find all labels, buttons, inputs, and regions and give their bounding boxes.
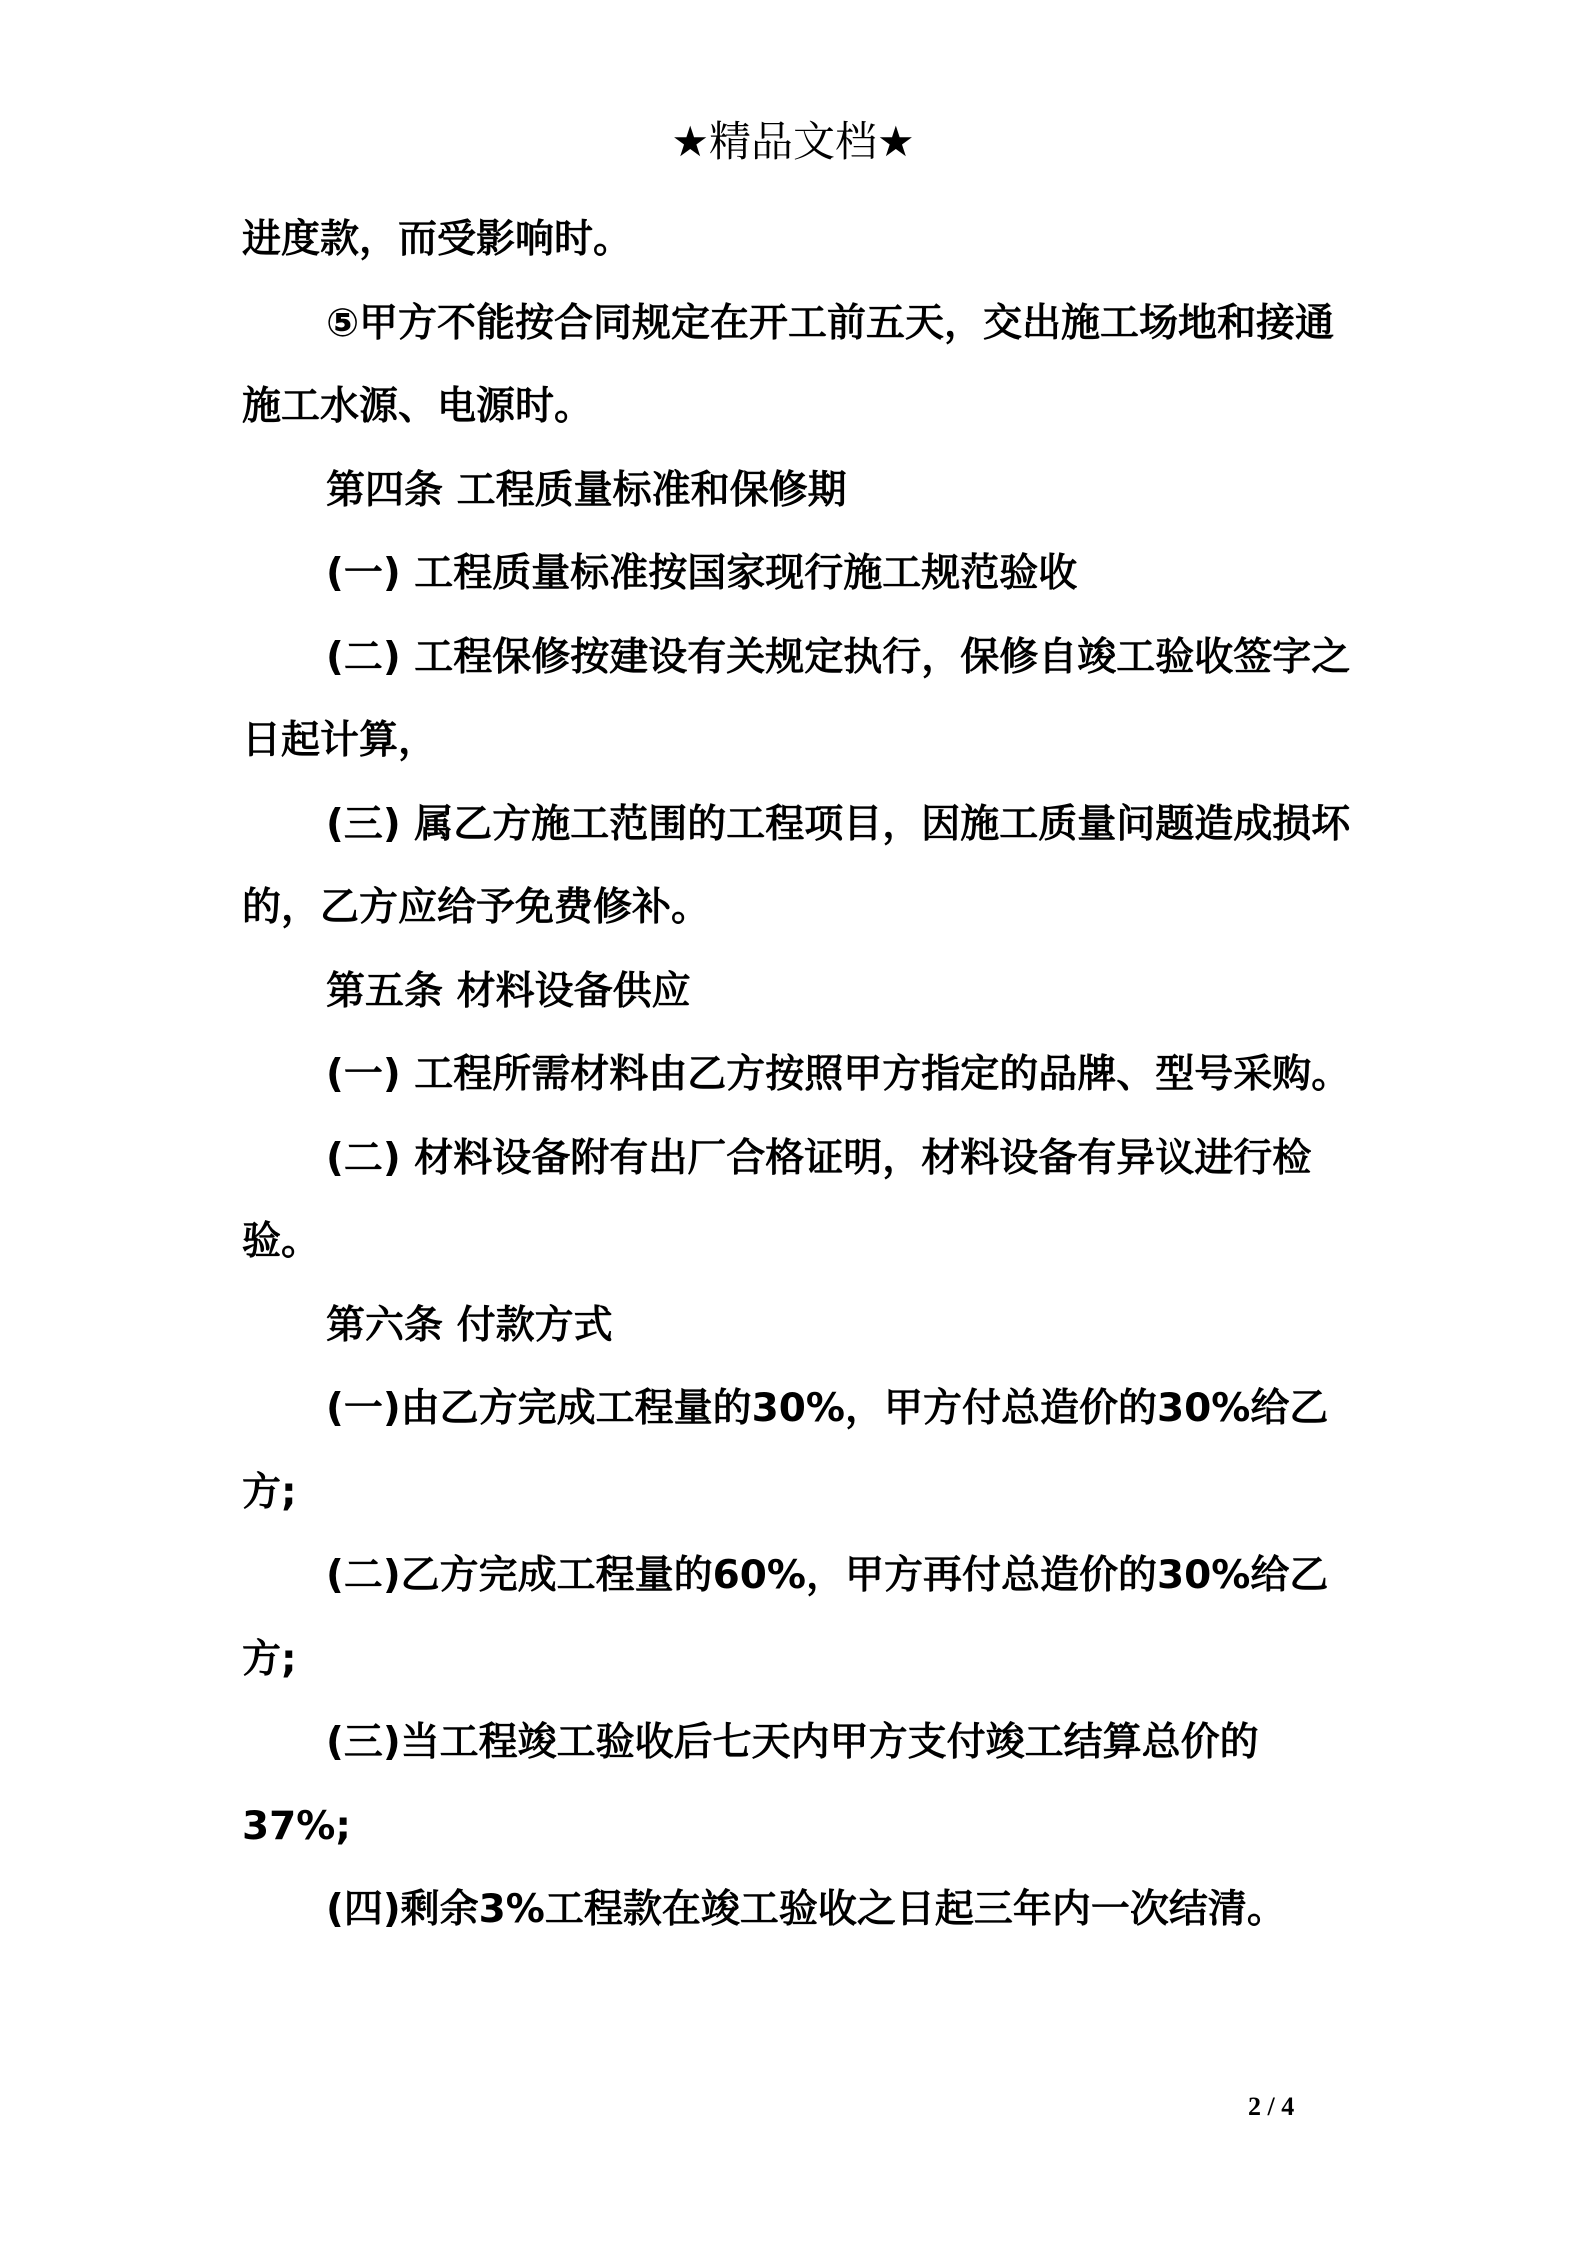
paragraph: (二) 材料设备附有出厂合格证明，材料设备有异议进行检验。: [242, 1135, 1312, 1264]
section-heading-article-4: 第四条 工程质量标准和保修期: [326, 467, 847, 513]
paragraph: (四)剩余3%工程款在竣工验收之日起三年内一次结清。: [326, 1887, 1286, 1932]
page-number: 2 / 4: [1248, 2092, 1295, 2121]
paragraph: (二) 工程保修按建设有关规定执行，保修自竣工验收签字之日起计算，: [242, 634, 1351, 763]
paragraph: (二)乙方完成工程量的60%，甲方再付总造价的30%给乙方;: [242, 1553, 1329, 1682]
paragraph: (三) 属乙方施工范围的工程项目，因施工质量问题造成损坏的，乙方应给予免费修补。: [242, 801, 1351, 930]
section-heading-article-5: 第五条 材料设备供应: [326, 968, 691, 1014]
header-title: ★精品文档★: [671, 117, 915, 166]
paragraph: ⑤甲方不能按合同规定在开工前五天，交出施工场地和接通施工水源、电源时。: [242, 300, 1335, 429]
document-body: [242, 198, 1352, 1952]
paragraph: (一) 工程质量标准按国家现行施工规范验收: [326, 551, 1078, 596]
paragraph: (一) 工程所需材料由乙方按照甲方指定的品牌、型号采购。: [326, 1052, 1351, 1097]
paragraph: (三)当工程竣工验收后七天内甲方支付竣工结算总价的37%;: [242, 1720, 1259, 1849]
section-heading-article-6: 第六条 付款方式: [326, 1302, 613, 1348]
paragraph: (一)由乙方完成工程量的30%，甲方付总造价的30%给乙方;: [242, 1386, 1329, 1515]
paragraph: 进度款，而受影响时。: [242, 217, 633, 262]
